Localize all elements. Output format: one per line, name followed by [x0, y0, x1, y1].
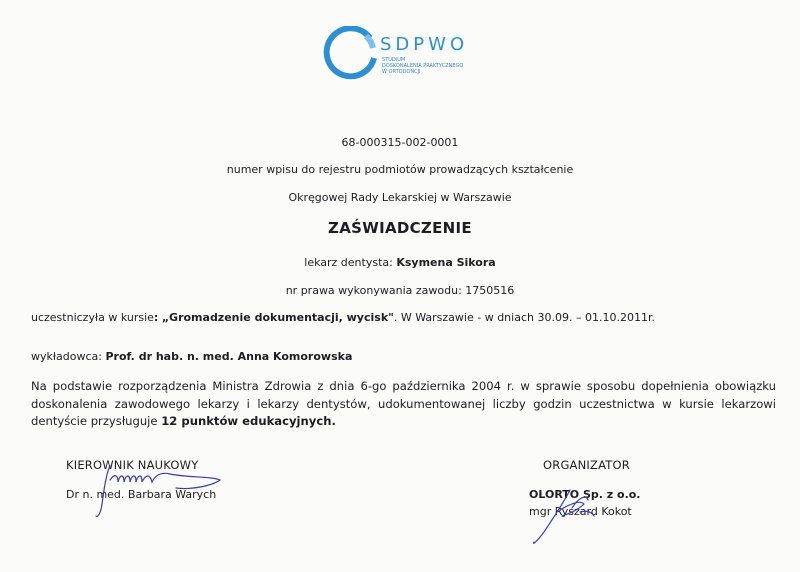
logo-name: SDPWO	[380, 34, 469, 55]
education-points: 12 punktów edukacyjnych.	[161, 414, 336, 428]
organizer-company: OLORTO Sp. z o.o.	[529, 488, 641, 501]
scientific-director-label: KIEROWNIK NAUKOWY	[66, 458, 199, 472]
organizer-person: mgr Ryszard Kokot	[529, 505, 632, 518]
logo-subtitle-line: DOSKONALENIA PRAKTYCZNEGO	[382, 63, 464, 69]
registry-text: numer wpisu do rejestru podmiotów prowadzących kształcenie	[226, 163, 574, 176]
recipient-line	[0, 256, 800, 269]
logo-subtitle	[382, 57, 492, 75]
statement-paragraph	[31, 378, 776, 431]
logo-subtitle-line: STUDIUM	[382, 57, 406, 63]
course-name: „Gromadzenie dokumentacji, wycisk"	[161, 311, 394, 324]
logo-subtitle-line: W ORTODONCJI	[382, 69, 421, 75]
recipient-name: Ksymena Sikora	[396, 256, 496, 269]
course-location: . W Warszawie - w dniach	[393, 311, 534, 324]
recipient-label: lekarz dentysta:	[304, 256, 393, 269]
sdpwo-logo	[322, 20, 522, 92]
scientific-director-name: Dr n. med. Barbara Warych	[66, 488, 217, 501]
logo-ring-icon	[322, 26, 378, 82]
organizer-signature	[520, 480, 610, 550]
statement-text: Na podstawie rozporządzenia Ministra Zdrowia z dnia 6-go października 2004 r. w sprawie sposobu dopełnienia obowiązku doskonalenia zawodowego lekarzy i lekarzy dentystów, udokumentowanej liczby godzin uczestnictwa w kursie lekarzowi dentyście przysługuje	[31, 379, 776, 428]
license-label: nr prawa wykonywania zawodu:	[285, 284, 462, 297]
course-line	[31, 311, 655, 324]
course-prefix: uczestniczyła w kursie	[31, 311, 154, 324]
registry-number: 68-000315-002-0001	[341, 136, 459, 149]
lecturer-name: Prof. dr hab. n. med. Anna Komorowska	[105, 350, 353, 363]
course-colon: :	[153, 311, 159, 324]
license-line	[0, 284, 800, 297]
lecturer-line	[31, 350, 352, 363]
document-title: ZAŚWIADCZENIE	[328, 219, 472, 237]
course-dates: 30.09. – 01.10.2011r.	[537, 311, 655, 324]
director-signature	[80, 460, 230, 520]
organizer-label: ORGANIZATOR	[543, 458, 630, 472]
lecturer-label: wykładowca:	[31, 350, 102, 363]
license-number: 1750516	[465, 284, 515, 297]
council-name: Okręgowej Rady Lekarskiej w Warszawie	[288, 191, 512, 204]
